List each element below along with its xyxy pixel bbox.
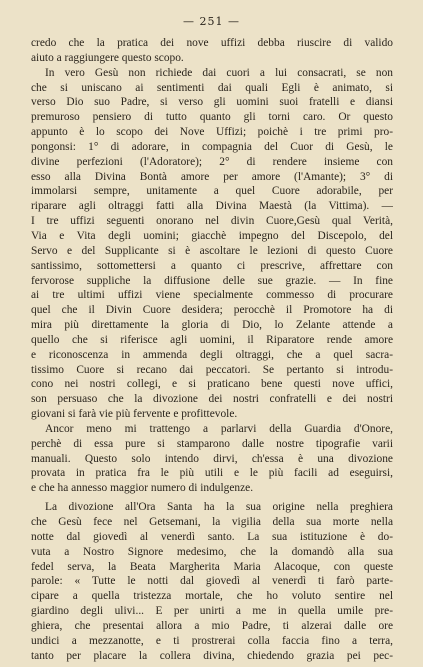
text-line: pongonsi: 1° di adorare, in compagnia del Cuor di Gesù, le [31,140,393,153]
text-line: riparare agli oltraggi fatti alla Divina Maestà (la Vittima). — [31,200,393,213]
text-line: manuali. Questo solo intendo dirvi, ch'essa è una divozione [31,452,393,465]
text-line: che Gesù fece nel Getsemani, la vigilia della sua morte nella [31,516,393,528]
text-line: perchè di essa pure si stamparono dalle nostre tipografie varii [31,437,393,450]
text-line: che si uniscano ai sentimenti dai quali Egli è animato, si [31,81,393,94]
text-line: Via e Vita degli uomini; giacchè impegno del Discepolo, del [31,229,393,242]
text-line: ghiera, che presentai allora a mio Padre, ti alzerai dalle ore [31,619,393,632]
text-line: vuta a Nostro Signore medesimo, che la domandò alla sua [31,545,393,558]
text-line: verso Dio suo Padre, si verso gli uomini suoi fratelli e diansi [31,96,393,109]
text-line: santissimo, sottomettersi a quanto ci prescrive, affrettare con [31,259,393,272]
text-line: fedel serva, la Beata Margherita Maria Alacoque, con queste [31,560,393,573]
text-line: I tre uffizi seguenti onorano nel divin Cuore,Gesù qual Verità, [31,215,393,228]
text-line: parole: « Tutte le notti dal giovedì al venerdì ti farò parte- [31,575,393,588]
text-line: giardino degli ulivi... E per unirti a me in quella umile pre- [31,605,393,618]
text-line: provata in pratica fra le più utili e le più facili ad eseguirsi, [31,467,393,480]
body-text [31,36,393,663]
text-line: undici a mezzanotte, e ti prostrerai colla faccia fino a terra, [31,634,393,647]
text-line: cipare a quella tristezza mortale, che ho voluto sentire nel [31,590,393,603]
text-line: cono nei nostri collegi, e si praticano bene questi nove uffici, [31,378,393,391]
text-line: Servo e del Supplicante si è ascoltare le lezioni di questo Cuore [31,244,393,257]
text-line: appunto è lo scopo dei Nove Uffizi; poichè i tre primi pro- [31,126,393,139]
text-line: tissimo Cuore si recano dai peccatori. Se pertanto si introdu- [31,363,393,376]
text-line: premuroso pensiero di tutto quanto gli torni caro. Or questo [31,111,393,124]
text-line: La divozione all'Ora Santa ha la sua origine nella preghiera [45,501,393,514]
text-line: quel che il Divin Cuore desidera; perocchè il Promotore ha di [31,304,393,317]
text-line: mira più direttamente la gloria di Dio, lo Zelante attende a [31,319,393,332]
page-number: — 251 — [183,15,240,28]
text-line: giovani si farà vie più fervente e profittevole. [31,408,238,421]
text-line: e che ha annesso maggior numero di indulgenze. [31,482,254,495]
text-line: immolarsi sempre, unitamente a quel Cuore adorabile, per [31,185,393,198]
text-line: credo che la pratica dei nove uffizi debba riuscire di valido [31,37,393,49]
text-line: fervorose suppliche la diffusione delle sue grazie. — In fine [31,274,393,287]
text-line: e riconoscenza in ammenda degli oltraggi, che a quel sacra- [31,348,393,361]
text-line: In vero Gesù non richiede dai cuori a lui consacrati, se non [45,66,393,79]
text-line: tanto per placare la collera divina, chiedendo grazia pei pec- [31,649,393,662]
text-line: divine perfezioni (l'Adoratore); 2° di rendere insieme con [31,155,393,168]
text-line: quello che si riferisce agli uomini, il Riparatore rende amore [31,333,393,346]
text-line: son persuaso che la divozione dei nostri confratelli e dei nostri [31,393,393,406]
text-line: Ancor meno mi trattengo a parlarvi della Guardia d'Onore, [45,422,393,435]
text-line: aiuto a raggiungere questo scopo. [31,51,184,64]
text-line: esso alla Divina Bontà amore per amore (l'Amante); 3° di [31,170,393,183]
text-line: ai tre ultimi uffizi viene specialmente commesso di procurare [31,289,393,302]
text-line: notte dal giovedì al venerdì santo. La sua istituzione è do- [31,530,393,543]
